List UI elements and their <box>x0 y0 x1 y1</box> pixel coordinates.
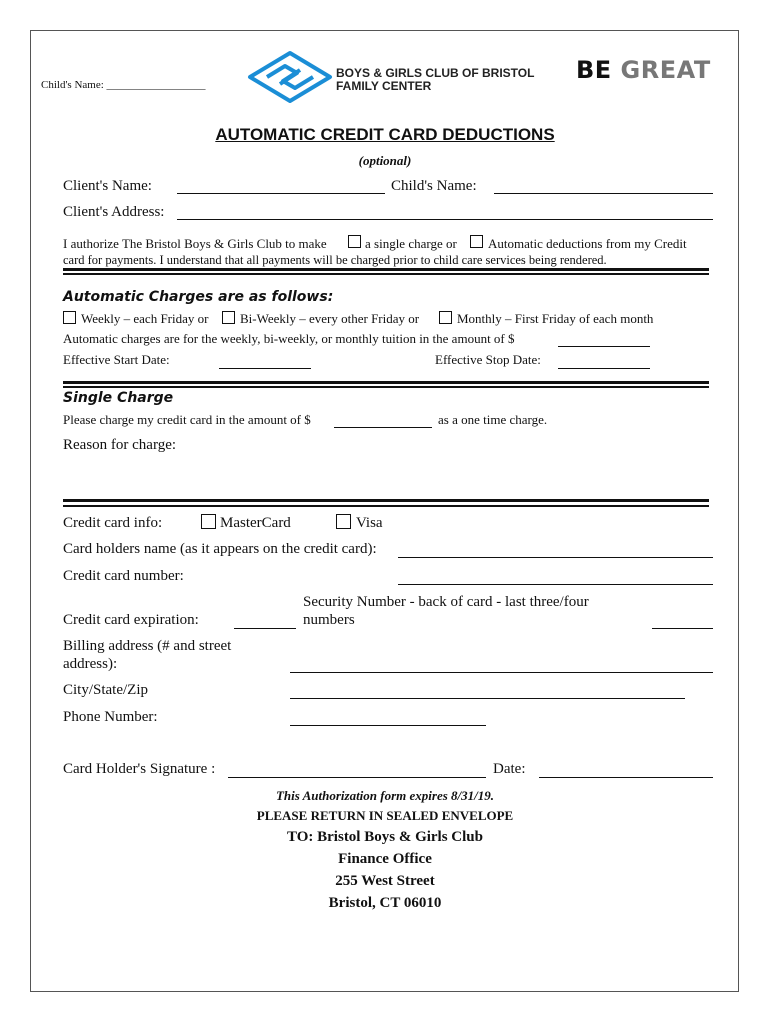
date-field[interactable] <box>539 777 713 778</box>
biweekly-label: Bi-Weekly – every other Friday or <box>240 311 420 326</box>
street-address-line: 255 West Street <box>335 873 435 889</box>
card-expiration-label: Credit card expiration: <box>63 612 199 628</box>
card-holder-name-field[interactable] <box>398 557 713 558</box>
header-childs-name: Child's Name: __________________ <box>41 79 206 91</box>
clients-address-label: Client's Address: <box>63 204 165 220</box>
billing-address-field[interactable] <box>290 672 713 673</box>
phone-number-field[interactable] <box>290 725 486 726</box>
automatic-amount-label: Automatic charges are for the weekly, bi-weekly, or monthly tuition in the amount of $ <box>63 331 515 346</box>
single-charge-checkbox[interactable] <box>348 235 361 248</box>
card-expiration-field[interactable] <box>234 628 296 629</box>
expiration-notice: This Authorization form expires 8/31/19. <box>275 788 495 803</box>
card-number-field[interactable] <box>398 584 713 585</box>
authorize-text: I authorize The Bristol Boys & Girls Club to make <box>63 236 327 251</box>
card-holder-name-label: Card holders name (as it appears on the credit card): <box>63 541 377 557</box>
phone-number-label: Phone Number: <box>63 709 158 725</box>
signature-label: Card Holder's Signature : <box>63 761 216 777</box>
page-subtitle: (optional) <box>358 153 412 168</box>
security-number-label-2: numbers <box>303 612 355 628</box>
childs-name-field[interactable] <box>494 193 713 194</box>
monthly-checkbox[interactable] <box>439 311 452 324</box>
form-border <box>30 30 739 992</box>
single-charge-label: a single charge or <box>365 236 457 251</box>
weekly-checkbox[interactable] <box>63 311 76 324</box>
monthly-label: Monthly – First Friday of each month <box>457 311 654 326</box>
clients-name-label: Client's Name: <box>63 178 152 194</box>
section-divider <box>63 268 709 275</box>
return-instruction: PLEASE RETURN IN SEALED ENVELOPE <box>256 808 514 823</box>
effective-start-field[interactable] <box>219 368 311 369</box>
signature-field[interactable] <box>228 777 486 778</box>
effective-stop-label: Effective Stop Date: <box>435 352 541 367</box>
finance-office-line: Finance Office <box>338 851 432 867</box>
biweekly-checkbox[interactable] <box>222 311 235 324</box>
single-charge-heading: Single Charge <box>63 390 174 406</box>
section-divider <box>63 381 709 388</box>
automatic-deductions-label: Automatic deductions from my Credit <box>488 236 687 251</box>
authorize-line-2: card for payments. I understand that all payments will be charged prior to child care services being rendered. <box>63 253 607 267</box>
city-state-zip-label: City/State/Zip <box>63 682 148 698</box>
logo-line-2: FAMILY CENTER <box>336 79 432 93</box>
page-title: AUTOMATIC CREDIT CARD DEDUCTIONS <box>215 125 555 144</box>
security-number-label-1: Security Number - back of card - last three/four <box>303 594 589 610</box>
security-number-field[interactable] <box>652 628 713 629</box>
city-address-line: Bristol, CT 06010 <box>328 895 442 911</box>
visa-label: Visa <box>356 515 383 531</box>
logo-line-1: BOYS & GIRLS CLUB OF BRISTOL <box>336 66 535 80</box>
billing-address-label-1: Billing address (# and street <box>63 638 232 654</box>
automatic-charges-heading: Automatic Charges are as follows: <box>63 289 334 305</box>
effective-stop-field[interactable] <box>558 368 650 369</box>
visa-checkbox[interactable] <box>336 514 351 529</box>
city-state-zip-field[interactable] <box>290 698 685 699</box>
date-label: Date: <box>493 761 526 777</box>
weekly-label: Weekly – each Friday or <box>81 311 209 326</box>
single-amount-suffix: as a one time charge. <box>438 412 548 427</box>
effective-start-label: Effective Start Date: <box>63 352 170 367</box>
mastercard-label: MasterCard <box>220 515 291 531</box>
return-to-line: TO: Bristol Boys & Girls Club <box>287 829 483 845</box>
great-word: GREAT <box>620 56 711 84</box>
single-amount-field[interactable] <box>334 427 432 428</box>
billing-address-label-2: address): <box>63 656 118 672</box>
mastercard-checkbox[interactable] <box>201 514 216 529</box>
childs-name-label: Child's Name: <box>391 178 477 194</box>
be-great-slogan <box>576 56 711 84</box>
single-amount-label: Please charge my credit card in the amount of $ <box>63 412 311 427</box>
clients-address-field[interactable] <box>177 219 713 220</box>
automatic-deductions-checkbox[interactable] <box>470 235 483 248</box>
section-divider <box>63 499 709 507</box>
be-word: BE <box>576 56 612 84</box>
credit-card-info-label: Credit card info: <box>63 515 163 531</box>
automatic-amount-field[interactable] <box>558 346 650 347</box>
clients-name-field[interactable] <box>177 193 385 194</box>
boys-girls-club-logo-icon <box>247 50 333 104</box>
reason-label: Reason for charge: <box>63 437 177 453</box>
card-number-label: Credit card number: <box>63 568 184 584</box>
